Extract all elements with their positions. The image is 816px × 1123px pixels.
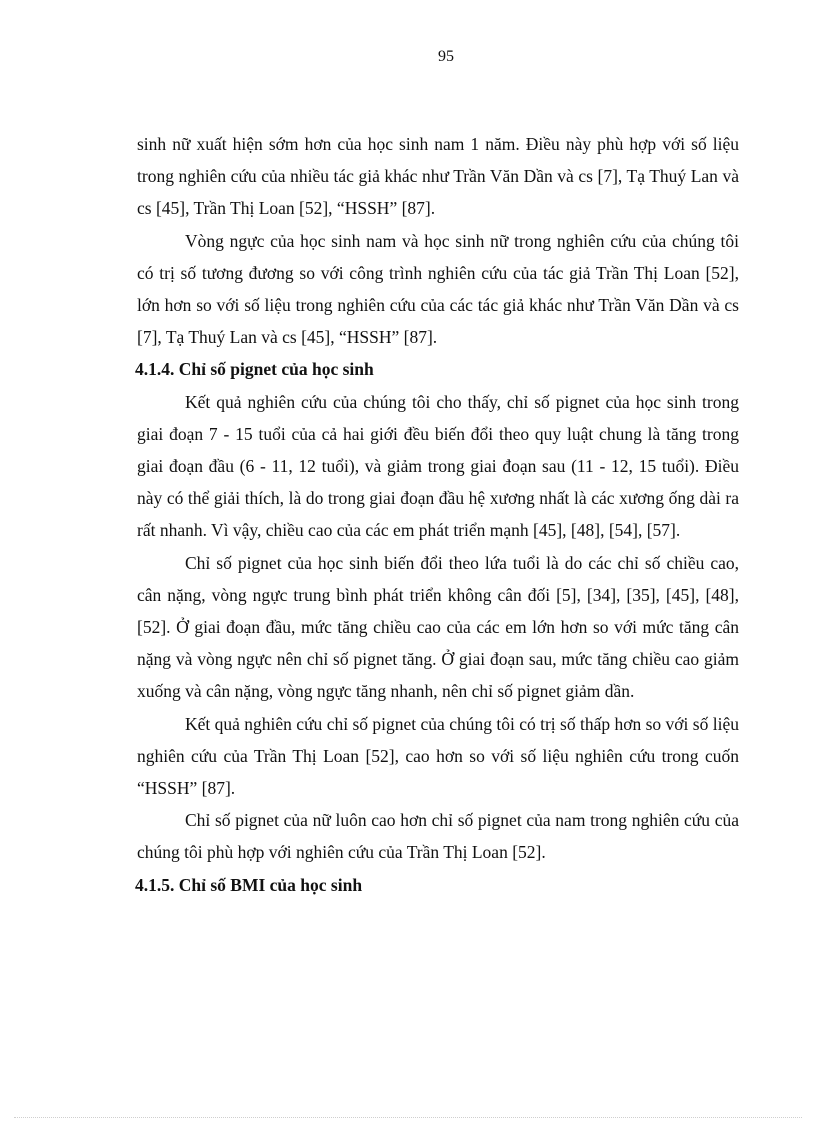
page-number: 95 (438, 48, 454, 65)
document-body (137, 128, 739, 901)
paragraph: Kết quả nghiên cứu chỉ số pignet của chúng tôi có trị số thấp hơn so với số liệu nghiên cứu của Trần Thị Loan [52], cao hơn so với số liệu nghiên cứu trong cuốn “HSSH” [87]. (137, 713, 739, 799)
paragraph: Chỉ số pignet của nữ luôn cao hơn chỉ số pignet của nam trong nghiên cứu của chúng tôi phù hợp với nghiên cứu của Trần Thị Loan [52]. (137, 810, 739, 863)
page-bottom-divider (14, 1117, 802, 1118)
section-heading: 4.1.4. Chỉ số pignet của học sinh (135, 359, 374, 380)
section-heading: 4.1.5. Chỉ số BMI của học sinh (135, 874, 363, 895)
paragraph: sinh nữ xuất hiện sớm hơn của học sinh nam 1 năm. Điều này phù hợp với số liệu trong nghiên cứu của nhiều tác giả khác như Trần Văn Dần và cs [7], Tạ Thuý Lan và cs [45], Trần Thị Loan [52], “HSSH” [87]. (137, 134, 739, 219)
paragraph: Kết quả nghiên cứu của chúng tôi cho thấy, chỉ số pignet của học sinh trong giai đoạn 7 - 15 tuổi của cả hai giới đều biến đổi theo quy luật chung là tăng trong giai đoạn đầu (6 - 11, 12 tuổi), và giảm trong giai đoạn sau (11 - 12, 15 tuổi). Điều này có thể giải thích, là do trong giai đoạn đầu hệ xương nhất là các xương ống dài ra rất nhanh. Vì vậy, chiều cao của các em phát triển mạnh [45], [48], [54], [57]. (137, 391, 739, 541)
paragraph: Vòng ngực của học sinh nam và học sinh nữ trong nghiên cứu của chúng tôi có trị số tương đương so với công trình nghiên cứu của tác giả Trần Thị Loan [52], lớn hơn so với số liệu trong nghiên cứu của các tác giả khác như Trần Văn Dần và cs [7], Tạ Thuý Lan và cs [45], “HSSH” [87]. (137, 230, 739, 348)
paragraph: Chỉ số pignet của học sinh biến đổi theo lứa tuổi là do các chỉ số chiều cao, cân nặng, vòng ngực trung bình phát triển không cân đối [5], [34], [35], [45], [48], [52]. Ở giai đoạn đầu, mức tăng chiều cao của các em lớn hơn so với mức tăng cân nặng và vòng ngực nên chỉ số pignet tăng. Ở giai đoạn sau, mức tăng chiều cao giảm xuống và cân nặng, vòng ngực tăng nhanh, nên chỉ số pignet giảm dần. (137, 552, 739, 702)
